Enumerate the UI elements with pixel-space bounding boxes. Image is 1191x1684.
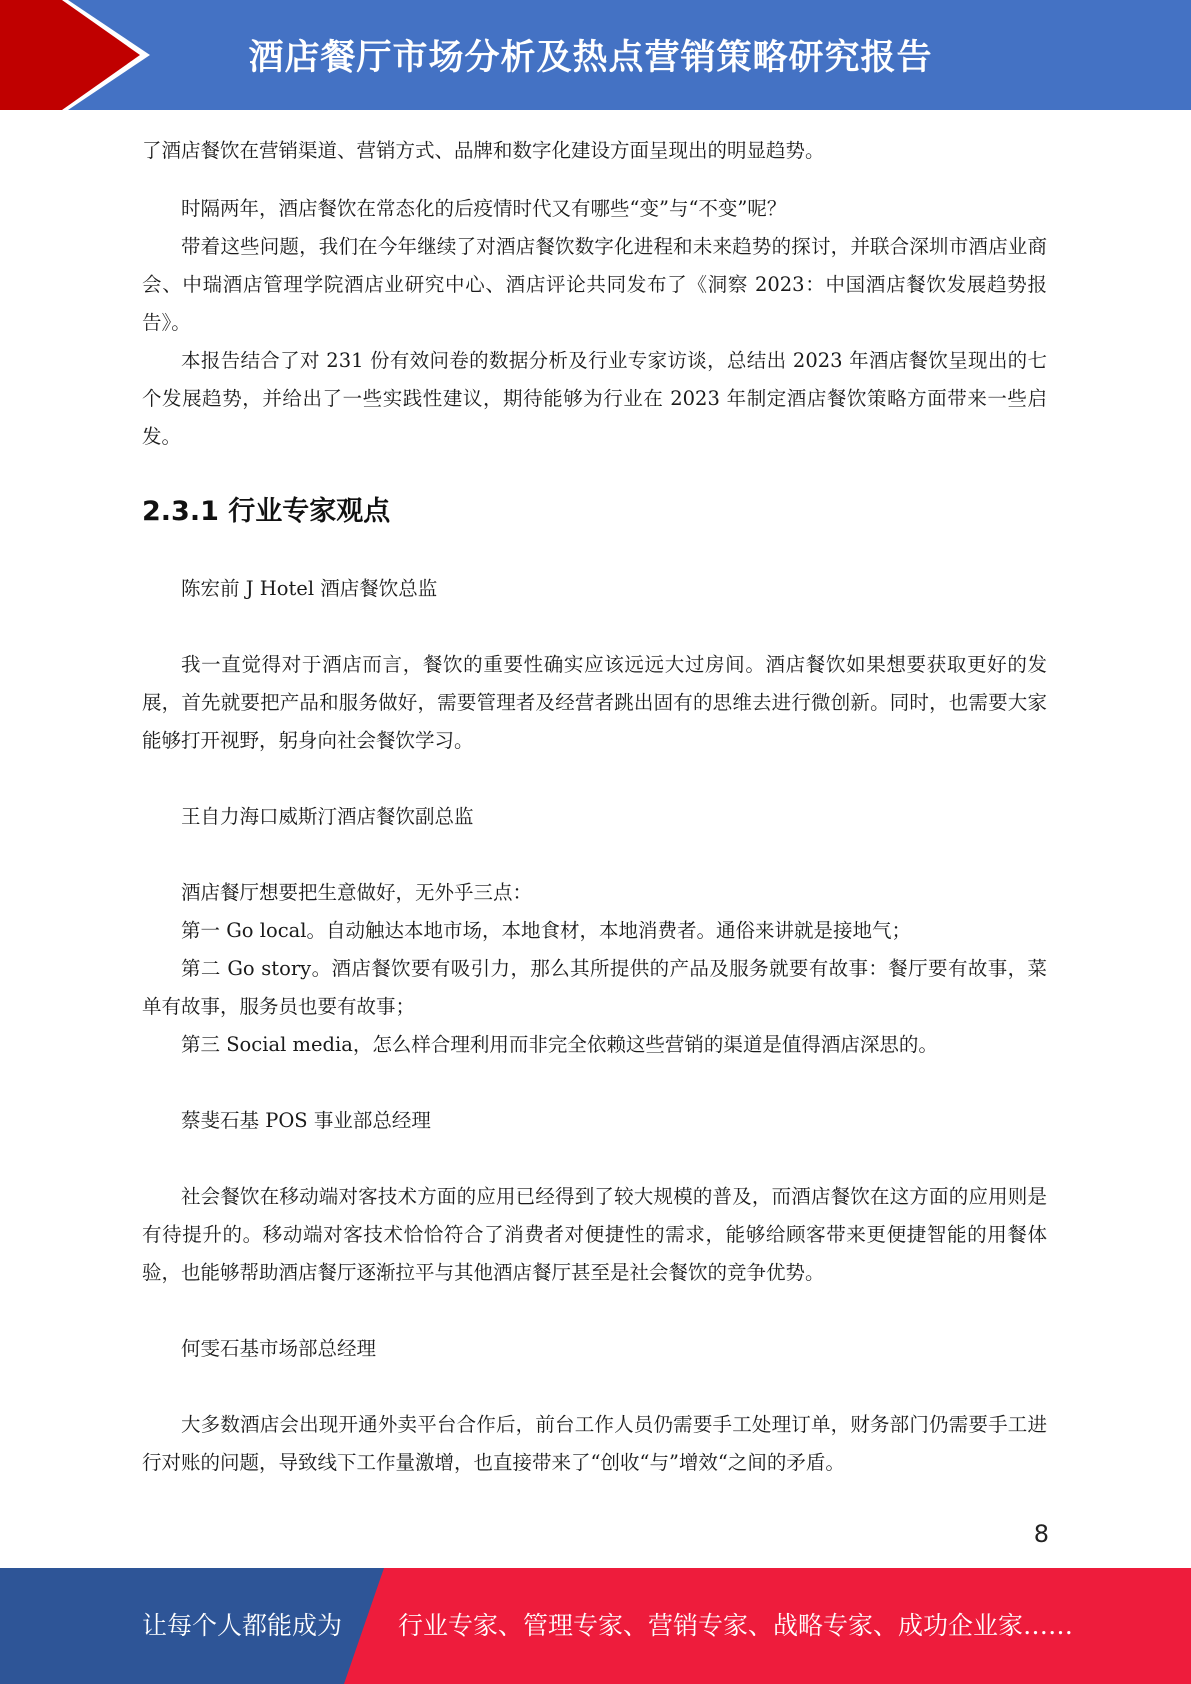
- page-number: 8: [1033, 1520, 1049, 1548]
- expert-name: 王自力海口威斯汀酒店餐饮副总监: [181, 805, 474, 828]
- footer-slogan-left: 让每个人都能成为: [142, 1611, 343, 1640]
- paragraph-report-release: 带着这些问题，我们在今年继续了对酒店餐饮数字化进程和未来趋势的探讨，并联合深圳市酒店业商会、中瑞酒店管理学院酒店业研究中心、酒店评论共同发布了《洞察 2023：中国酒店餐饮发展趋势报告》。: [142, 235, 1047, 334]
- expert-quote: 我一直觉得对于酒店而言，餐饮的重要性确实应该远远大过房间。酒店餐饮如果想要获取更好的发展，首先就要把产品和服务做好，需要管理者及经营者跳出固有的思维去进行微创新。同时，也需要大家能够打开视野，躬身向社会餐饮学习。: [142, 653, 1047, 752]
- header-banner: [0, 0, 1191, 110]
- expert-quote: 社会餐饮在移动端对客技术方面的应用已经得到了较大规模的普及，而酒店餐饮在这方面的应用则是有待提升的。移动端对客技术恰恰符合了消费者对便捷性的需求，能够给顾客带来更便捷智能的用餐体验，也能够帮助酒店餐厅逐渐拉平与其他酒店餐厅甚至是社会餐饮的竞争优势。: [142, 1185, 1047, 1284]
- document-body: [142, 132, 1047, 1482]
- expert-name: 蔡斐石基 POS 事业部总经理: [181, 1109, 431, 1132]
- expert-quote-point: 第二 Go story。酒店餐饮要有吸引力，那么其所提供的产品及服务就要有故事：餐厅要有故事，菜单有故事，服务员也要有故事；: [142, 957, 1047, 1018]
- expert-quote-intro: 酒店餐厅想要把生意做好，无外乎三点：: [181, 881, 533, 904]
- expert-name: 陈宏前 J Hotel 酒店餐饮总监: [181, 577, 438, 600]
- expert-name: 何雯石基市场部总经理: [181, 1337, 377, 1360]
- footer-slogan-right: 行业专家、管理专家、营销专家、战略专家、成功企业家……: [398, 1611, 1074, 1640]
- section-heading: 2.3.1 行业专家观点: [142, 496, 391, 527]
- paragraph-continuation: 了酒店餐饮在营销渠道、营销方式、品牌和数字化建设方面呈现出的明显趋势。: [142, 139, 825, 162]
- expert-quote-point: 第一 Go local。自动触达本地市场，本地食材，本地消费者。通俗来讲就是接地气；: [181, 919, 911, 942]
- footer-banner: [0, 1568, 1191, 1684]
- expert-quote-point: 第三 Social media，怎么样合理利用而非完全依赖这些营销的渠道是值得酒店深思的。: [181, 1033, 938, 1056]
- paragraph-report-summary: 本报告结合了对 231 份有效问卷的数据分析及行业专家访谈，总结出 2023 年酒店餐饮呈现出的七个发展趋势，并给出了一些实践性建议，期待能够为行业在 2023 年制定酒店餐饮策略方面带来一些启发。: [142, 349, 1047, 448]
- expert-quote: 大多数酒店会出现开通外卖平台合作后，前台工作人员仍需要手工处理订单，财务部门仍需要手工进行对账的问题，导致线下工作量激增，也直接带来了“创收“与”增效“之间的矛盾。: [142, 1413, 1047, 1474]
- report-title: 酒店餐厅市场分析及热点营销策略研究报告: [248, 38, 933, 78]
- paragraph-question: 时隔两年，酒店餐饮在常态化的后疫情时代又有哪些“变”与“不变”呢？: [181, 197, 787, 220]
